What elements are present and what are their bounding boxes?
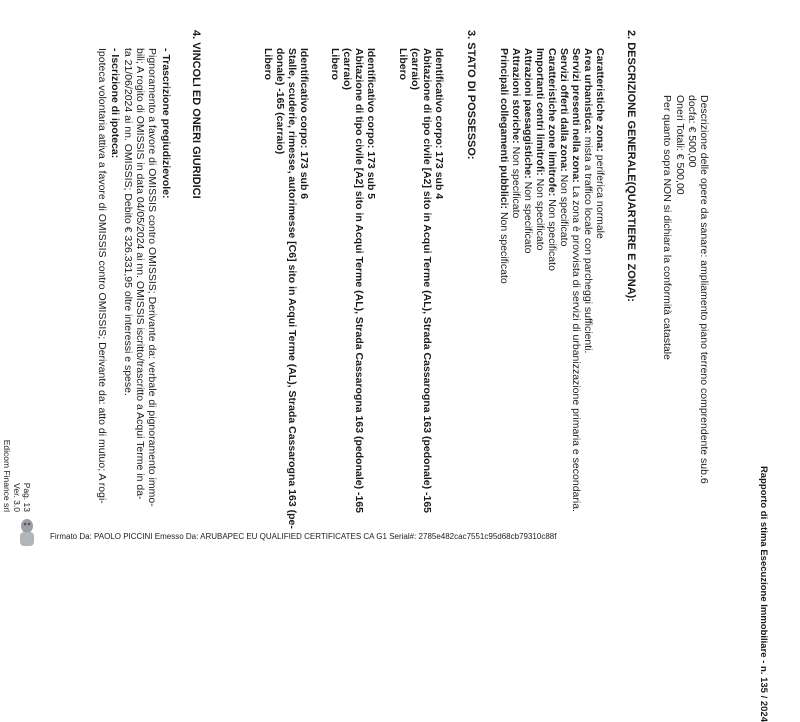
zone-row bbox=[580, 48, 594, 353]
intro-line: docfa: € 500,00 bbox=[686, 95, 698, 168]
block-status: Libero bbox=[329, 48, 341, 81]
row-label: Area urbanistica: bbox=[582, 48, 594, 134]
zone-row bbox=[532, 48, 546, 250]
block-line: (carraio) bbox=[341, 48, 353, 91]
row-value: mista a traffico locale con parcheggi sufficienti. bbox=[582, 133, 594, 354]
block-line: Identificativo corpo: 173 sub 6 bbox=[298, 48, 310, 200]
block-line: Abitazione di tipo civile [A2] sito in Acqui Terme (AL), Strada Cassarogna 163 (pedonale) -165 bbox=[421, 48, 433, 514]
block-status: Libero bbox=[397, 48, 409, 81]
block-line: Identificativo corpo: 173 sub 5 bbox=[365, 48, 377, 200]
row-label: Attrazioni paesaggistiche: bbox=[522, 48, 534, 179]
row-value: Non specificato bbox=[498, 209, 510, 284]
row-value: Non specificato bbox=[534, 175, 546, 251]
section-4-sub2: - Iscrizione di ipoteca: bbox=[109, 48, 121, 159]
intro-line: Per quanto sopra NON si dichiara la conformità catastale bbox=[661, 95, 673, 360]
row-label: Servizi presenti nella zona: bbox=[570, 48, 582, 183]
row-label: Attrazioni storiche: bbox=[510, 48, 522, 144]
section-3-title: 3. STATO DI POSSESSO: bbox=[465, 30, 477, 160]
zone-row bbox=[496, 48, 510, 284]
footer-page: Pag. 13 bbox=[22, 482, 32, 512]
block-line: Identificativo corpo: 173 sub 4 bbox=[433, 48, 445, 200]
row-label: Importanti centri limitrofi: bbox=[534, 48, 546, 176]
block-line: donale) -165 (carraio) bbox=[274, 48, 286, 155]
body-line: Ipoteca volontaria attiva a favore di OMISSIS contro OMISSIS; Derivante da: atto di mutuo; A rogi- bbox=[96, 48, 108, 504]
body-line: Pignoramento a favore di OMISSIS contro OMISSIS; Derivante da: verbale di pignoramento immo- bbox=[146, 48, 158, 507]
section-4-sub1: - Trascrizione pregiudizievole: bbox=[160, 48, 172, 199]
zone-row bbox=[592, 48, 606, 239]
seal-icon bbox=[14, 516, 40, 550]
row-value: La zona è provvista di servizi di urbanizzazione primaria e secondaria. bbox=[570, 182, 582, 512]
intro-line: Descrizione delle opere da sanare: ampliamento piano terreno comprendente sub.6 bbox=[698, 95, 710, 484]
section-4-title: 4. VINCOLI ED ONERI GIURIDICI bbox=[190, 30, 202, 199]
report-title: Rapporto di stima Esecuzione Immobiliare - n. 135 / 2024 bbox=[758, 465, 769, 722]
page-footer bbox=[2, 400, 32, 512]
block-line: (carraio) bbox=[409, 48, 421, 91]
intro-line: Oneri Totali: € 500,00 bbox=[674, 95, 686, 195]
digital-signature: Firmato Da: PAOLO PICCINI Emesso Da: ARUBAPEC EU QUALIFIED CERTIFICATES CA G1 Serial#: 2785e482cac7551c95d68cb79310c88f bbox=[50, 532, 557, 541]
row-label: Caratteristiche zona: bbox=[594, 48, 606, 152]
block-line: Abitazione di tipo civile [A2] sito in Acqui Terme (AL), Strada Cassarogna 163 (pedonale) -165 bbox=[353, 48, 365, 514]
zone-row bbox=[568, 48, 582, 512]
row-value: Non specificato bbox=[558, 171, 570, 247]
row-value: Non specificato bbox=[522, 178, 534, 254]
section-2-title: 2. DESCRIZIONE GENERALE(QUARTIERE E ZONA): bbox=[625, 30, 637, 302]
row-label: Principali collegamenti pubblici: bbox=[498, 48, 510, 210]
block-line: Stalle, scuderie, rimesse, autorimesse [C6] sito in Acqui Terme (AL), Strada Cassarogna 163 (pe- bbox=[286, 48, 298, 529]
row-label: Caratteristiche zone limitrofe: bbox=[546, 48, 558, 197]
row-value: Non specificato bbox=[546, 196, 558, 271]
zone-row bbox=[544, 48, 558, 271]
zone-row bbox=[520, 48, 534, 253]
block-status: Libero bbox=[262, 48, 274, 81]
zone-row bbox=[508, 48, 522, 218]
body-line: bili; A rogito di OMISSIS in data 04/05/2024 ai nn. OMISSIS iscritto/trascritto a Acqui Terme in da- bbox=[134, 48, 146, 500]
footer-version: Ver. 3.0 bbox=[12, 483, 22, 512]
row-label: Servizi offerti dalla zona: bbox=[558, 48, 570, 172]
row-value: periferica normale bbox=[594, 151, 606, 239]
zone-row bbox=[556, 48, 570, 246]
row-value: Non specificato bbox=[510, 143, 522, 219]
footer-company: Edicom Finance srl bbox=[2, 439, 12, 512]
body-line: ta 21/06/2024 ai nn. OMISSIS; Debito € 326.331,95 oltre interessi e spese. bbox=[122, 48, 134, 396]
